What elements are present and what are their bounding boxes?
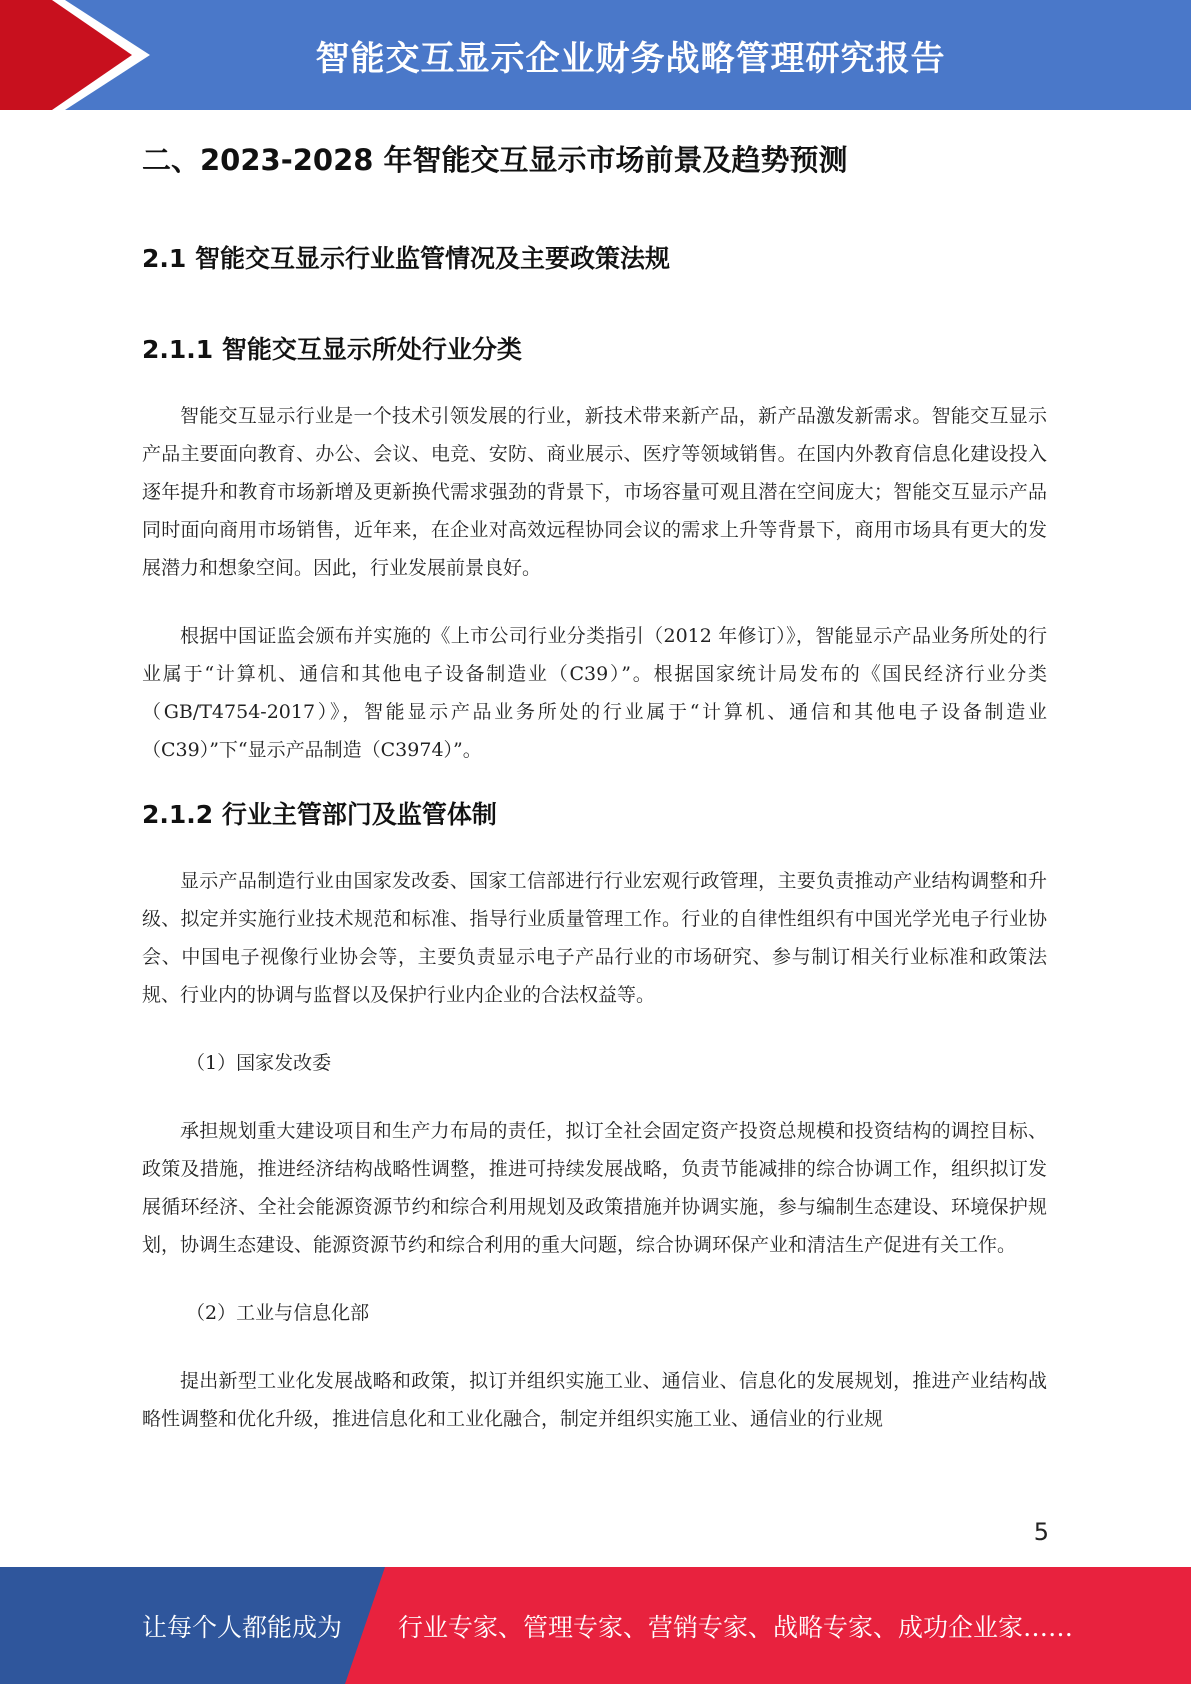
header-red-chevron	[0, 0, 150, 110]
report-title: 智能交互显示企业财务战略管理研究报告	[315, 38, 946, 79]
paragraph-ndrc-duties: 承担规划重大建设项目和生产力布局的责任，拟订全社会固定资产投资总规模和投资结构的调控目标、政策及措施，推进经济结构战略性调整，推进可持续发展战略，负责节能减排的综合协调工作，组织拟订发展循环经济、全社会能源资源节约和综合利用规划及政策措施并协调实施，参与编制生态建设、环境保护规划，协调生态建设、能源资源节约和综合利用的重大问题，综合协调环保产业和清洁生产促进有关工作。	[142, 1119, 1047, 1256]
paragraph-industry-classification: 根据中国证监会颁布并实施的《上市公司行业分类指引（2012 年修订）》，智能显示产品业务所处的行业属于“计算机、通信和其他电子设备制造业（C39）”。根据国家统计局发布的《国民经济行业分类（GB/T4754-2017）》，智能显示产品业务所处的行业属于“计算机、通信和其他电子设备制造业（C39）”下“显示产品制造（C3974）”。	[142, 624, 1047, 761]
page-number: 5	[1033, 1518, 1049, 1546]
paragraph-miit-duties: 提出新型工业化发展战略和政策，拟订并组织实施工业、通信业、信息化的发展规划，推进产业结构战略性调整和优化升级，推进信息化和工业化融合，制定并组织实施工业、通信业的行业规	[142, 1369, 1047, 1430]
chapter-title: 二、2023-2028 年智能交互显示市场前景及趋势预测	[142, 143, 848, 177]
subsection-title-regulators: 2.1.2 行业主管部门及监管体制	[142, 799, 497, 829]
list-item-miit: （2）工业与信息化部	[186, 1301, 370, 1324]
report-footer-banner	[0, 1567, 1191, 1684]
section-title: 2.1 智能交互显示行业监管情况及主要政策法规	[142, 243, 670, 273]
footer-slogan-right: 行业专家、管理专家、营销专家、战略专家、成功企业家……	[398, 1612, 1074, 1642]
report-header-banner	[0, 0, 1191, 110]
footer-slogan-left: 让每个人都能成为	[142, 1612, 343, 1642]
list-item-ndrc: （1）国家发改委	[186, 1051, 332, 1074]
paragraph-industry-overview: 智能交互显示行业是一个技术引领发展的行业，新技术带来新产品，新产品激发新需求。智能交互显示产品主要面向教育、办公、会议、电竞、安防、商业展示、医疗等领域销售。在国内外教育信息化建设投入逐年提升和教育市场新增及更新换代需求强劲的背景下，市场容量可观且潜在空间庞大；智能交互显示产品同时面向商用市场销售，近年来，在企业对高效远程协同会议的需求上升等背景下，商用市场具有更大的发展潜力和想象空间。因此，行业发展前景良好。	[142, 404, 1047, 579]
page-content	[142, 118, 1047, 1438]
paragraph-regulatory-system: 显示产品制造行业由国家发改委、国家工信部进行行业宏观行政管理，主要负责推动产业结构调整和升级、拟定并实施行业技术规范和标准、指导行业质量管理工作。行业的自律性组织有中国光学光电子行业协会、中国电子视像行业协会等，主要负责显示电子产品行业的市场研究、参与制订相关行业标准和政策法规、行业内的协调与监督以及保护行业内企业的合法权益等。	[142, 869, 1047, 1006]
subsection-title-industry-classification: 2.1.1 智能交互显示所处行业分类	[142, 334, 522, 364]
